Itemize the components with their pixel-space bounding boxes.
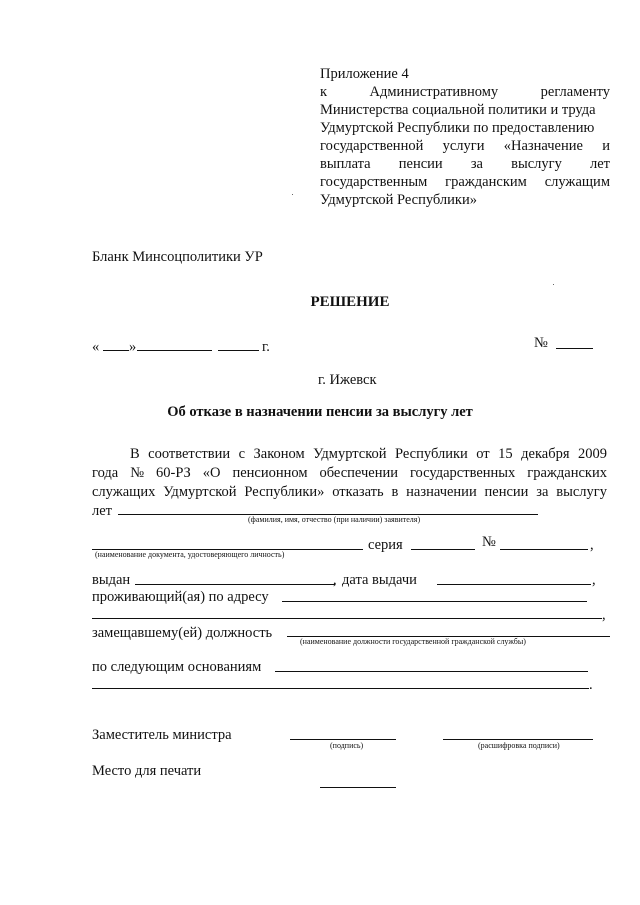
- scan-speck: [553, 284, 554, 285]
- number-label: №: [534, 335, 548, 351]
- years-label: лет: [92, 503, 113, 519]
- appendix-word: пенсии: [398, 156, 443, 172]
- body-word: В: [130, 446, 140, 462]
- issue-date-field[interactable]: [437, 584, 591, 585]
- body-word: Республики: [395, 446, 468, 462]
- doc-title: РЕШЕНИЕ: [310, 294, 390, 310]
- body-word: за: [536, 484, 549, 500]
- appendix-word: служащим: [544, 174, 610, 190]
- appendix-block: [320, 65, 610, 209]
- comma-2: ,: [333, 572, 337, 588]
- body-word: гражданских: [527, 465, 607, 481]
- body-paragraph: [92, 445, 607, 502]
- body-word: выслугу: [556, 484, 607, 500]
- residence-label: проживающий(ая) по адресу: [92, 589, 269, 605]
- subject-heading: Об отказе в назначении пенсии за выслугу лет: [167, 404, 473, 420]
- body-word: соответствии: [148, 446, 231, 462]
- body-word: Удмуртской: [163, 484, 237, 500]
- grounds-field-continued[interactable]: [92, 688, 589, 689]
- date-month-field[interactable]: [137, 350, 212, 351]
- body-word: пенсионном: [232, 465, 308, 481]
- appendix-line: [320, 137, 610, 155]
- issued-by-label: выдан: [92, 572, 131, 588]
- body-word: Республики»: [244, 484, 325, 500]
- stamp-place-label: Место для печати: [92, 763, 202, 779]
- appendix-word: выслугу: [511, 156, 562, 172]
- number-field[interactable]: [556, 348, 593, 349]
- residence-field[interactable]: [282, 601, 587, 602]
- body-word: от: [476, 446, 490, 462]
- id-number-label: №: [482, 534, 496, 550]
- date-year-suffix: г.: [262, 339, 270, 355]
- date-year-field[interactable]: [218, 350, 259, 351]
- body-word: Законом: [253, 446, 305, 462]
- date-close-quote: »: [129, 339, 137, 355]
- appendix-word: гражданским: [445, 174, 527, 190]
- appendix-word: Приложение 4: [320, 66, 409, 82]
- body-line: [92, 483, 607, 502]
- body-word: «О: [202, 465, 221, 481]
- series-label: серия: [368, 537, 403, 553]
- body-word: года: [92, 465, 119, 481]
- body-word: назначении: [406, 484, 477, 500]
- grounds-label: по следующим основаниям: [92, 659, 262, 675]
- appendix-word: выплата: [320, 156, 371, 172]
- body-word: отказать: [332, 484, 384, 500]
- id-number-field[interactable]: [500, 549, 588, 550]
- stamp-line: [320, 787, 396, 788]
- scan-speck: [292, 194, 293, 195]
- body-word: №: [130, 465, 145, 481]
- appendix-word: услуги: [442, 138, 485, 154]
- appendix-word: и: [602, 138, 610, 154]
- appendix-line: [320, 83, 610, 101]
- appendix-word: Удмуртской Республики по предоставлению: [320, 120, 595, 136]
- position-caption: (наименование должности государственной гражданской службы): [300, 637, 526, 646]
- body-word: Удмуртской: [313, 446, 387, 462]
- comma-1: ,: [590, 537, 594, 553]
- appendix-word: Министерства социальной политики и труда: [320, 102, 596, 118]
- body-word: 2009: [577, 446, 607, 462]
- period: .: [589, 677, 593, 693]
- appendix-word: лет: [589, 156, 610, 172]
- comma-3: ,: [592, 572, 596, 588]
- body-word: обеспечении: [319, 465, 399, 481]
- id-document-caption: (наименование документа, удостоверяющего личность): [95, 550, 285, 559]
- appendix-line: [320, 173, 610, 191]
- signature-decode-field[interactable]: [443, 739, 593, 740]
- appendix-word: к: [320, 84, 328, 100]
- body-word: пенсии: [484, 484, 529, 500]
- body-line: [92, 445, 607, 464]
- applicant-name-caption: (фамилия, имя, отчество (при наличии) заявителя): [248, 515, 421, 524]
- appendix-line: [320, 119, 610, 137]
- appendix-word: государственной: [320, 138, 424, 154]
- appendix-word: «Назначение: [503, 138, 583, 154]
- body-word: 15: [498, 446, 513, 462]
- date-open-quote: «: [92, 339, 100, 355]
- appendix-word: за: [470, 156, 483, 172]
- residence-field-continued[interactable]: [92, 618, 602, 619]
- signatory-role: Заместитель министра: [92, 727, 232, 743]
- blank-label: Бланк Минсоцполитики УР: [92, 249, 263, 265]
- position-label: замещавшему(ей) должность: [92, 625, 273, 641]
- grounds-field[interactable]: [275, 671, 588, 672]
- series-field[interactable]: [411, 549, 475, 550]
- appendix-word: регламенту: [540, 84, 610, 100]
- comma-4: ,: [602, 607, 606, 623]
- appendix-line: [320, 191, 610, 209]
- issue-date-label: дата выдачи: [342, 572, 417, 588]
- signature-caption: (подпись): [330, 741, 364, 750]
- body-word: с: [238, 446, 246, 462]
- appendix-word: государственным: [320, 174, 428, 190]
- city: г. Ижевск: [318, 372, 377, 388]
- body-line: [92, 464, 607, 483]
- body-word: 60-РЗ: [155, 465, 191, 481]
- appendix-line: [320, 65, 610, 83]
- appendix-line: [320, 155, 610, 173]
- appendix-word: Удмуртской Республики»: [320, 192, 477, 208]
- appendix-word: Административному: [369, 84, 499, 100]
- body-word: в: [391, 484, 399, 500]
- body-word: государственных: [409, 465, 516, 481]
- appendix-line: [320, 101, 610, 119]
- issued-by-field[interactable]: [135, 584, 335, 585]
- body-word: служащих: [92, 484, 156, 500]
- signature-decode-caption: (расшифровка подписи): [478, 741, 560, 750]
- date-day-field[interactable]: [103, 350, 129, 351]
- body-word: декабря: [521, 446, 570, 462]
- signature-field[interactable]: [290, 739, 396, 740]
